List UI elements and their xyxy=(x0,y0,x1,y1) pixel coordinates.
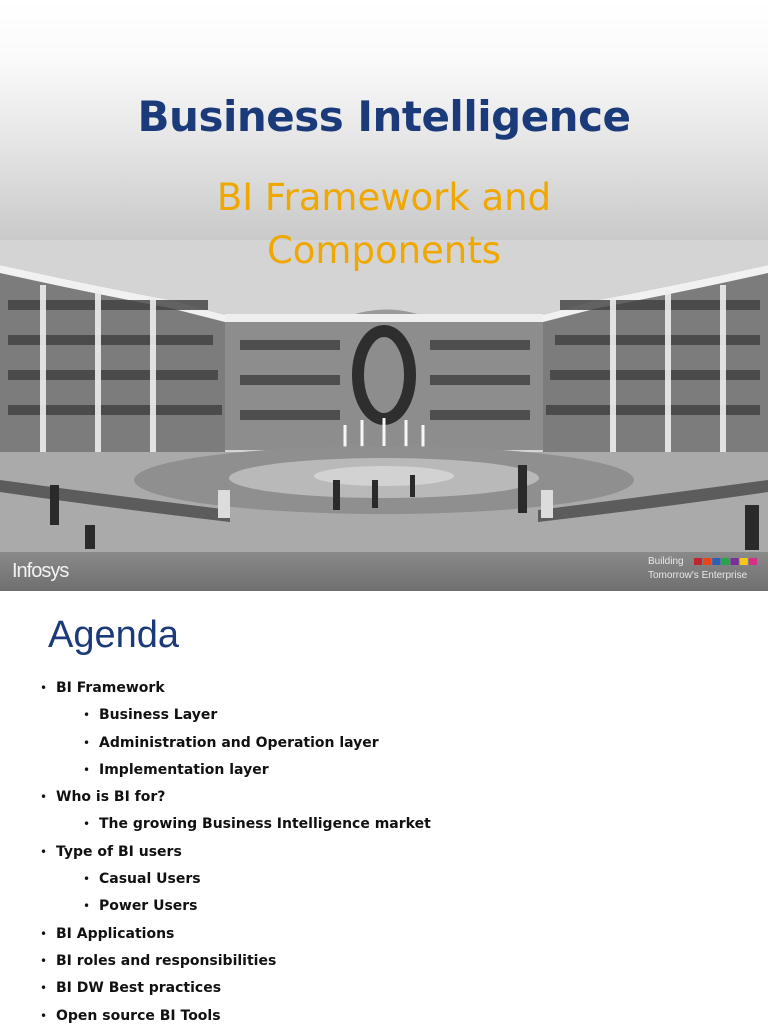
agenda-item xyxy=(0,757,431,784)
agenda-item xyxy=(0,921,431,948)
agenda-item-text: Business Layer xyxy=(99,707,218,724)
color-swatch xyxy=(703,558,711,565)
agenda-item-text: BI Framework xyxy=(56,680,165,696)
agenda-item xyxy=(0,811,431,838)
agenda-item-text: Administration and Operation layer xyxy=(99,734,379,751)
agenda-item xyxy=(0,893,431,920)
color-swatch xyxy=(721,558,729,565)
bullet-icon: • xyxy=(40,1008,48,1023)
color-swatch xyxy=(740,558,748,565)
agenda-item xyxy=(0,730,431,757)
bullet-icon: • xyxy=(40,981,48,996)
bullet-icon: • xyxy=(83,735,91,750)
agenda-item-text: The growing Business Intelligence market xyxy=(99,816,431,833)
bullet-icon: • xyxy=(40,681,48,695)
tagline-line-1: Building xyxy=(648,556,684,567)
brand-color-strip xyxy=(694,558,758,565)
agenda-item-text: Casual Users xyxy=(99,871,201,888)
bullet-icon: • xyxy=(40,926,48,941)
agenda-item-text: Implementation layer xyxy=(99,761,269,778)
footer-bar xyxy=(0,552,768,591)
agenda-item xyxy=(0,839,431,866)
color-swatch xyxy=(712,558,720,565)
agenda-item-text: Type of BI users xyxy=(56,843,182,860)
agenda-item xyxy=(0,948,431,975)
agenda-item xyxy=(0,1003,431,1024)
color-swatch xyxy=(731,558,739,565)
bullet-icon: • xyxy=(83,872,91,887)
agenda-item-text: Who is BI for? xyxy=(56,789,166,806)
agenda-item xyxy=(0,675,431,702)
agenda-item-text: Power Users xyxy=(99,898,198,915)
bullet-icon: • xyxy=(40,844,48,859)
agenda-item xyxy=(0,866,431,893)
agenda-item xyxy=(0,702,431,729)
bullet-icon: • xyxy=(83,708,91,723)
agenda-item-text: BI Applications xyxy=(56,925,175,942)
agenda-heading: Agenda xyxy=(48,614,180,656)
agenda-slide xyxy=(0,591,768,1024)
infosys-logo: Infosys xyxy=(12,560,69,582)
bullet-icon: • xyxy=(83,762,91,777)
agenda-item xyxy=(0,784,431,811)
bullet-icon: • xyxy=(40,790,48,805)
tagline-line-2: Tomorrow's Enterprise xyxy=(648,570,748,581)
slide-subtitle: BI Framework and Components xyxy=(216,176,552,272)
campus-photo xyxy=(0,240,768,552)
bullet-icon: • xyxy=(83,817,91,832)
agenda-item-text: BI roles and responsibilities xyxy=(56,952,277,969)
color-swatch xyxy=(749,558,757,565)
bullet-icon: • xyxy=(40,953,48,968)
color-swatch xyxy=(694,558,702,565)
agenda-item-text: BI DW Best practices xyxy=(56,980,222,997)
agenda-item xyxy=(0,975,431,1002)
bullet-icon: • xyxy=(83,899,91,914)
agenda-item-text: Open source BI Tools xyxy=(56,1007,221,1024)
slide-title: Business Intelligence xyxy=(137,92,631,141)
agenda-list xyxy=(0,675,431,1024)
